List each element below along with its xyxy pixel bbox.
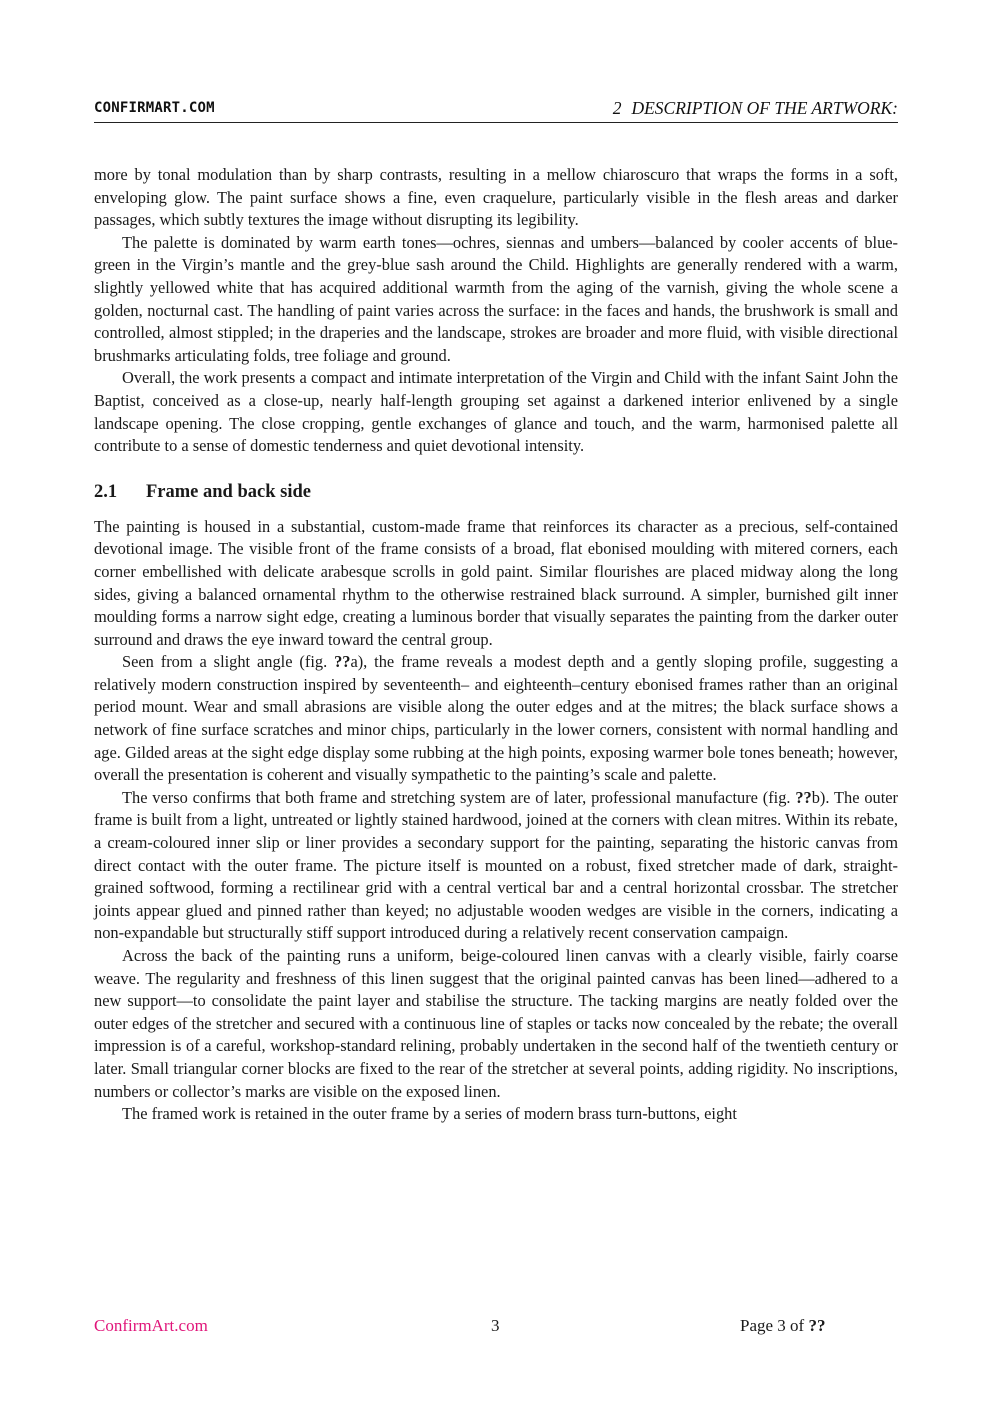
page-count-prefix: Page 3 of — [740, 1316, 809, 1335]
page-header — [94, 96, 898, 123]
running-head-section-number: 2 — [612, 98, 622, 118]
paragraph-text: Seen from a slight angle (fig. — [122, 652, 335, 672]
paragraph-text: The verso confirms that both frame and stretching system are of later, professional manufacture (fig. — [122, 787, 796, 807]
section-heading — [94, 480, 898, 504]
running-head — [613, 98, 898, 119]
paragraph: Across the back of the painting runs a uniform, beige-coloured linen canvas with a clearly visible, fairly coarse weave. The regularity and freshness of this linen suggest that the original painted canvas has been lined—adhered to a new support—to consolidate the paint layer and stabilise the structure. The tacking margins are neatly folded over the outer edges of the stretcher and secured with a continuous line of staples or tacks now concealed by the rebate; the overall impression is of a careful, workshop-standard relining, probably undertaken in the second half of the twentieth century or later. Small triangular corner blocks are fixed to the rear of the stretcher at several points, adding rigidity. No inscriptions, numbers or collector’s marks are visible on the exposed linen. — [94, 946, 898, 1101]
page-number: 3 — [491, 1316, 500, 1335]
paragraph: The framed work is retained in the outer frame by a series of modern brass turn-buttons, eight — [122, 1104, 737, 1124]
footer-site-link[interactable]: ConfirmArt.com — [94, 1316, 208, 1335]
paragraph-text: b). The outer frame is built from a light, untreated or lightly stained hardwood, joined at the corners with clean mitres. Within its rebate, a cream-coloured inner slip or liner provides a secondary support for the painting, separating the historic canvas from direct contact with the outer frame. The picture itself is mounted on a robust, fixed stretcher made of dark, straight-grained softwood, forming a rectilinear grid with a central vertical bar and a central horizontal crossbar. The stretcher joints appear glued and pinned rather than keyed; no adjustable wooden wedges are visible in the corners, indicating a non-expandable but structurally stiff support introduced during a relatively recent conservation campaign. — [94, 787, 898, 943]
paragraph: more by tonal modulation than by sharp contrasts, resulting in a mellow chiaroscuro that wraps the forms in a soft, enveloping glow. The paint surface shows a fine, even craquelure, particularly visible in the flesh areas and darker passages, which subtly textures the image without disrupting its legibility. — [94, 165, 898, 230]
section-number: 2.1 — [94, 481, 118, 502]
figure-reference[interactable]: ?? — [795, 787, 812, 807]
section-title: Frame and back side — [146, 481, 311, 502]
paragraph-text: a), the frame reveals a modest depth and a gently sloping profile, suggesting a relatively modern construction inspired by seventeenth– and eighteenth–century ebonised frames rather than an original period mount. Wear and small abrasions are visible along the outer edges and at the mitres; the black surface shows a network of fine surface scratches and minor chips, particularly in the lower corners, consistent with normal handling and age. Gilded areas at the sight edge display some rubbing at the high points, exposing warmer bole tones beneath; however, overall the presentation is coherent and visually sympathetic to the painting’s scale and palette. — [94, 652, 898, 785]
paragraph: The painting is housed in a substantial, custom-made frame that reinforces its character as a precious, self-contained devotional image. The visible front of the frame consists of a broad, flat ebonised moulding with mitered corners, each corner embellished with delicate arabesque scrolls in gold paint. Similar flourishes are placed midway along the long sides, giving a balanced ornamental rhythm to the otherwise restrained black surround. A simpler, burnished gilt inner moulding forms a narrow sight edge, creating a luminous border that visually separates the painting from the darker outer surround and draws the eye inward toward the central group. — [94, 516, 898, 649]
paragraph — [94, 651, 898, 787]
figure-reference[interactable]: ?? — [334, 652, 351, 672]
page-footer — [94, 1316, 898, 1340]
page-count-total: ?? — [808, 1316, 826, 1335]
paragraph — [94, 787, 898, 945]
running-head-section-title: DESCRIPTION OF THE ARTWORK: — [631, 98, 898, 118]
paragraph: Overall, the work presents a compact and intimate interpretation of the Virgin and Child with the infant Saint John the Baptist, conceived as a close-up, nearly half-length grouping set against a darkened interior enlivened by a single landscape opening. The close cropping, gentle exchanges of glance and touch, and the warm, harmonised palette all contribute to a sense of domestic tenderness and quiet devotional intensity. — [94, 368, 898, 456]
page-count — [740, 1316, 825, 1336]
body-text — [94, 164, 898, 1126]
paragraph: The palette is dominated by warm earth tones—ochres, siennas and umbers—balanced by cooler accents of blue-green in the Virgin’s mantle and the grey-blue sash around the Child. Highlights are generally rendered with a warm, slightly yellowed white that has acquired additional warmth from the aging of the varnish, giving the whole scene a golden, nocturnal cast. The handling of paint varies across the surface: in the faces and hands, the brushwork is small and controlled, almost stippled; in the draperies and the landscape, strokes are broader and more fluid, with visible directional brushmarks articulating folds, tree foliage and ground. — [94, 232, 898, 365]
site-logo[interactable]: CONFIRMART.COM — [94, 100, 215, 116]
